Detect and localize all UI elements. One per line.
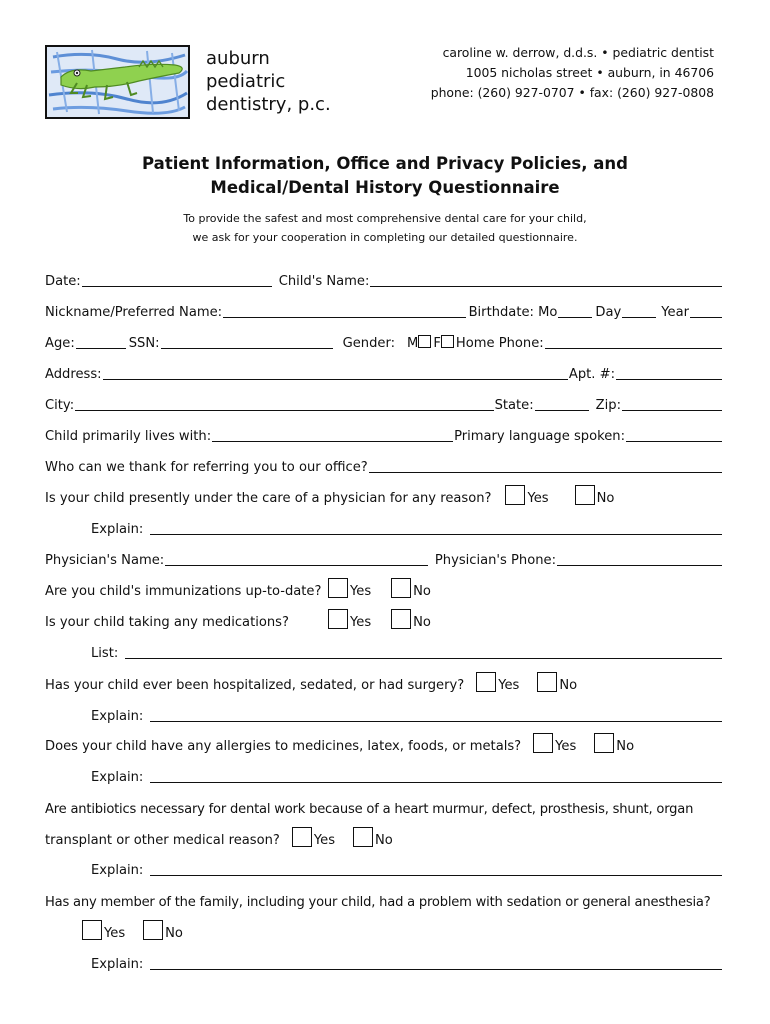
physician-care-label: Is your child presently under the care of a physician for any reason? [45,491,492,506]
row-allergies [45,733,723,755]
gender-label: Gender: [342,336,396,351]
antibiotics-yes-checkbox[interactable] [292,827,312,847]
birthdate-year-label: Year [661,305,689,320]
language-label: Primary language spoken: [454,429,625,444]
state-label: State: [494,398,534,413]
list-label: List: [91,646,119,661]
title-line: Patient Information, Office and Privacy Policies, and [142,154,628,173]
hospitalized-yes-checkbox[interactable] [476,672,496,692]
contact-line: caroline w. derrow, d.d.s. • pediatric dentist [442,45,714,60]
row-anesthesia-explain [91,951,723,973]
row-antibiotics-2 [45,827,723,849]
no-label: No [413,584,431,599]
physician-name-label: Physician's Name: [45,553,165,568]
anesthesia-label: Has any member of the family, including your child, had a problem with sedation or general anesthesia? [45,895,711,910]
row-date-name [45,268,723,290]
birthdate-day-field[interactable] [622,303,656,318]
gender-f-checkbox[interactable] [441,335,454,348]
row-referral [45,454,723,476]
hospitalized-label: Has your child ever been hospitalized, sedated, or had surgery? [45,678,465,693]
hospitalized-no-checkbox[interactable] [537,672,557,692]
nickname-field[interactable] [223,303,466,318]
ssn-field[interactable] [161,334,333,349]
antibiotics-label-continued: transplant or other medical reason? [45,833,280,848]
language-field[interactable] [626,427,722,442]
row-physician [45,547,723,569]
no-label: No [375,833,393,848]
explain-label: Explain: [91,522,144,537]
physician-phone-label: Physician's Phone: [434,553,556,568]
address-field[interactable] [103,365,568,380]
medications-list-field[interactable] [125,644,722,659]
row-medications [45,609,723,631]
apt-label: Apt. #: [568,367,615,382]
yes-label: Yes [555,739,577,754]
gender-m-label: M [407,336,419,351]
intro-line: we ask for your cooperation in completing our detailed questionnaire. [192,231,578,244]
immunizations-yes-checkbox[interactable] [328,578,348,598]
row-physician-care [45,485,723,507]
allergies-yes-checkbox[interactable] [533,733,553,753]
antibiotics-explain-field[interactable] [150,861,722,876]
practice-logo [45,45,190,119]
practice-name [206,47,331,116]
yes-label: Yes [313,833,336,848]
row-hospitalized [45,672,723,694]
birthdate-month-field[interactable] [558,303,592,318]
anesthesia-no-checkbox[interactable] [143,920,163,940]
row-antibiotics-1 [45,796,735,818]
lives-with-label: Child primarily lives with: [45,429,212,444]
ssn-label: SSN: [128,336,160,351]
title-line: Medical/Dental History Questionnaire [210,178,560,197]
yes-label: Yes [350,615,372,630]
yes-label: Yes [350,584,372,599]
physician-care-yes-checkbox[interactable] [505,485,525,505]
city-field[interactable] [75,396,493,411]
nickname-label: Nickname/Preferred Name: [45,305,223,320]
explain-label: Explain: [91,957,144,972]
yes-label: Yes [527,491,549,506]
yes-label: Yes [104,926,126,941]
medications-label: Is your child taking any medications? [45,615,289,630]
gender-m-checkbox[interactable] [418,335,431,348]
physician-care-no-checkbox[interactable] [575,485,595,505]
date-label: Date: [45,274,81,289]
antibiotics-label: Are antibiotics necessary for dental work because of a heart murmur, defect, prosthesis, shunt, organ [45,802,694,817]
row-antibiotics-explain [91,857,723,879]
row-allergies-explain [91,764,723,786]
birthdate-year-field[interactable] [690,303,722,318]
physician-phone-field[interactable] [557,551,722,566]
row-address [45,361,723,383]
practice-name-line: pediatric [206,71,286,92]
explain-label: Explain: [91,863,144,878]
immunizations-no-checkbox[interactable] [391,578,411,598]
row-hospitalized-explain [91,703,723,725]
row-immunizations [45,578,723,600]
row-age-ssn-gender [45,330,723,352]
age-label: Age: [45,336,75,351]
city-label: City: [45,398,75,413]
crocodile-drawing-icon [47,47,188,117]
age-field[interactable] [76,334,126,349]
intro-line: To provide the safest and most comprehensive dental care for your child, [183,212,587,225]
birthdate-day-label: Day [595,305,622,320]
no-label: No [596,491,615,506]
birthdate-month-label: Birthdate: Mo [468,305,558,320]
contact-line: phone: (260) 927-0707 • fax: (260) 927-0808 [430,85,714,100]
hospitalized-explain-field[interactable] [150,707,722,722]
home-phone-label: Home Phone: [455,336,544,351]
medications-no-checkbox[interactable] [391,609,411,629]
explain-label: Explain: [91,770,144,785]
row-lives-with-language [45,423,723,445]
anesthesia-explain-field[interactable] [150,955,722,970]
contact-line: 1005 nicholas street • auburn, in 46706 [465,65,714,80]
practice-name-line: auburn [206,48,270,69]
row-nickname-birthdate [45,299,723,321]
row-physician-care-explain [91,516,723,538]
no-label: No [165,926,183,941]
contact-info [431,43,714,103]
zip-label: Zip: [595,398,621,413]
no-label: No [616,739,635,754]
page-title [0,152,770,200]
apt-field[interactable] [616,365,722,380]
no-label: No [559,678,578,693]
row-anesthesia-options [82,920,282,942]
childs-name-field[interactable] [370,272,722,287]
allergies-explain-field[interactable] [150,768,722,783]
intro-text [0,209,770,247]
physician-care-explain-field[interactable] [150,520,722,535]
physician-name-field[interactable] [165,551,428,566]
address-label: Address: [45,367,102,382]
allergies-no-checkbox[interactable] [594,733,614,753]
antibiotics-no-checkbox[interactable] [353,827,373,847]
no-label: No [413,615,431,630]
row-city-state-zip [45,392,723,414]
row-medications-list [91,640,723,662]
yes-label: Yes [498,678,520,693]
state-field[interactable] [535,396,589,411]
anesthesia-yes-checkbox[interactable] [82,920,102,940]
childs-name-label: Child's Name: [278,274,370,289]
gender-f-label: F [433,336,441,351]
medications-yes-checkbox[interactable] [328,609,348,629]
explain-label: Explain: [91,709,144,724]
date-field[interactable] [82,272,272,287]
immunizations-label: Are you child's immunizations up-to-date? [45,584,322,599]
home-phone-field[interactable] [545,334,722,349]
row-anesthesia [45,889,735,911]
zip-field[interactable] [622,396,722,411]
referral-label: Who can we thank for referring you to our office? [45,460,368,475]
referral-field[interactable] [369,458,722,473]
lives-with-field[interactable] [212,427,453,442]
allergies-label: Does your child have any allergies to medicines, latex, foods, or metals? [45,739,522,754]
practice-name-line: dentistry, p.c. [206,94,331,115]
